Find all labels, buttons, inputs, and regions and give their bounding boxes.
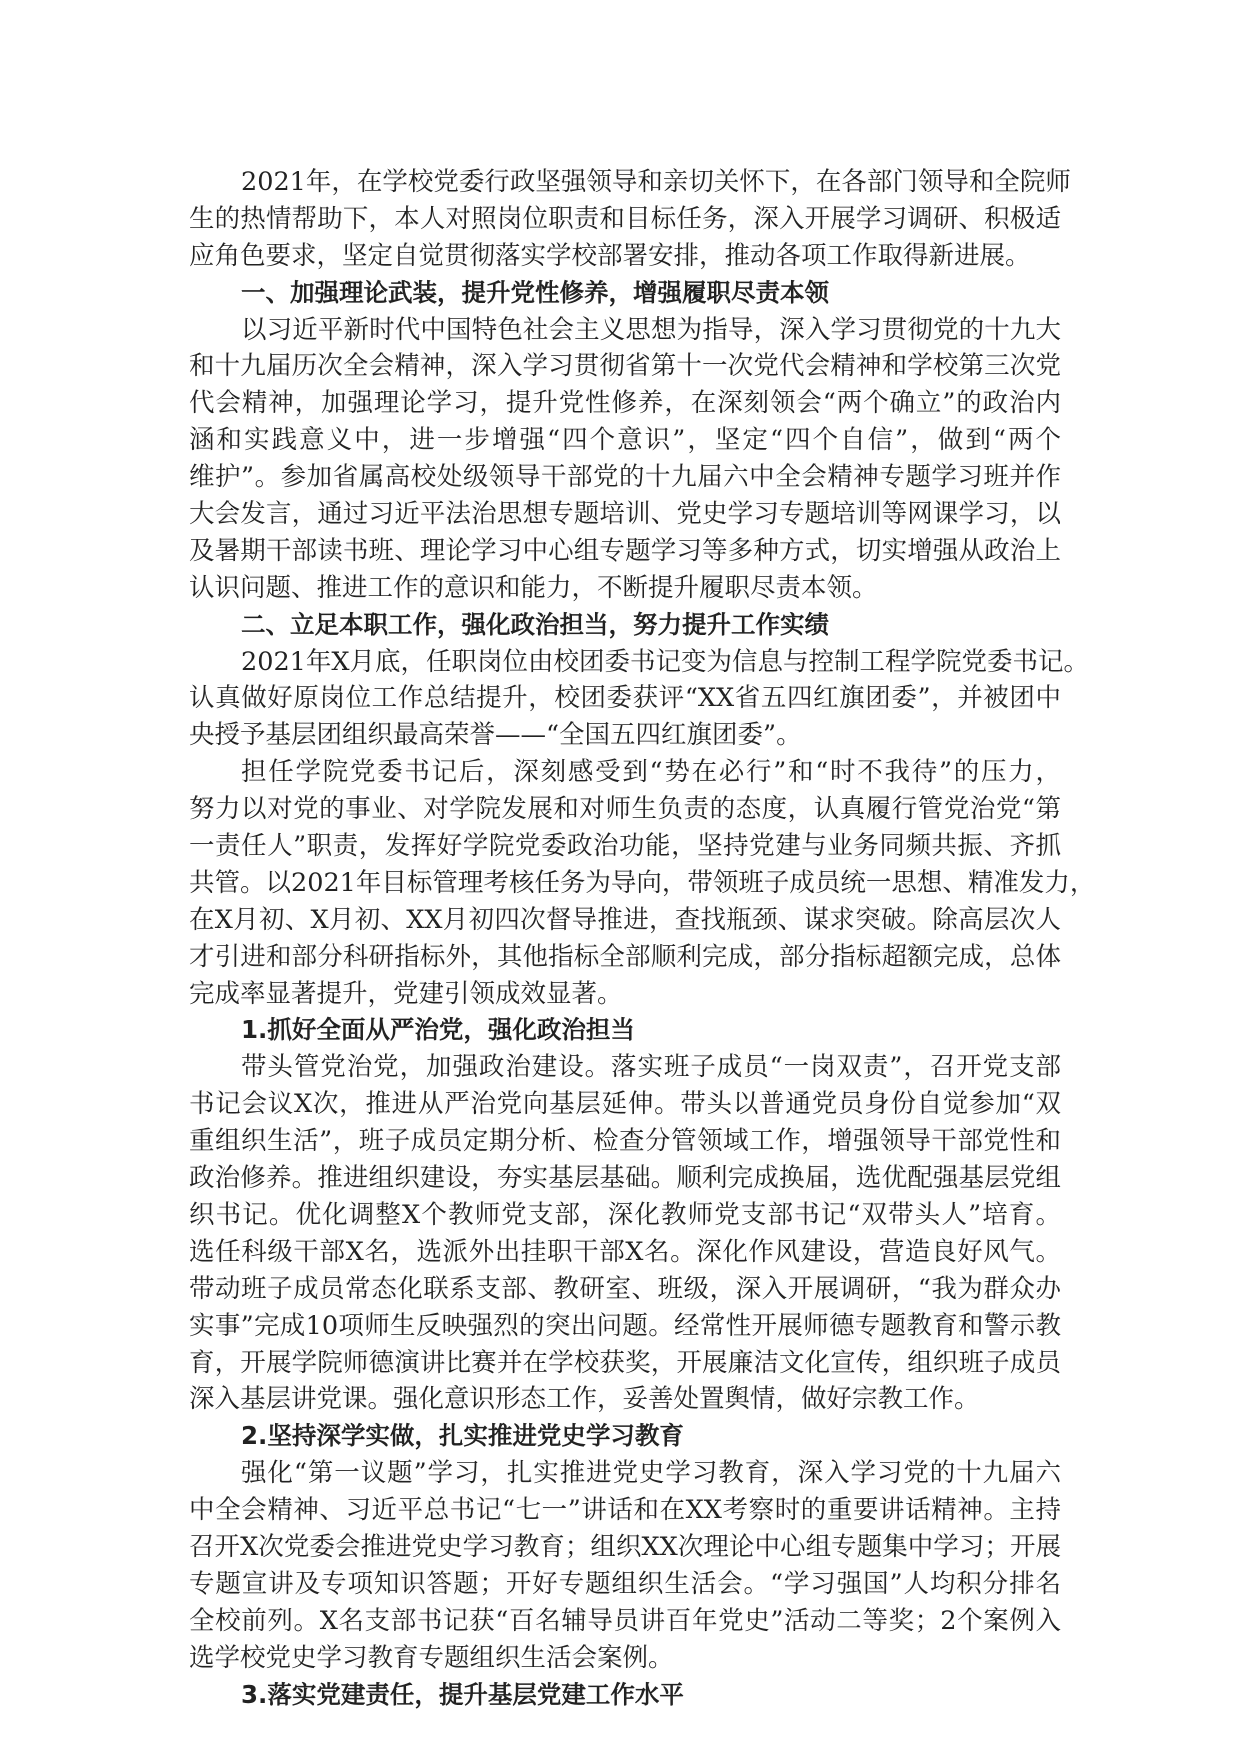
section-heading (189, 1677, 1061, 1714)
text-line: 一责任人”职责，发挥好学院党委政治功能，坚持党建与业务同频共振、齐抓 (189, 831, 1061, 862)
text-line: 全校前列。X名支部书记获“百名辅导员讲百年党史”活动二等奖；2个案例入 (189, 1605, 1061, 1636)
text-line: 深入基层讲党课。强化意识形态工作，妥善处置舆情，做好宗教工作。 (189, 1384, 980, 1415)
text-line: 央授予基层团组织最高荣誉——“全国五四红旗团委”。 (189, 720, 802, 751)
paragraph (189, 754, 1096, 1012)
text-line: 认真做好原岗位工作总结提升，校团委获评“XX省五四红旗团委”，并被团中 (189, 683, 1061, 714)
text-line: 应角色要求，坚定自觉贯彻落实学校部署安排，推动各项工作取得新进展。 (189, 240, 1031, 271)
text-line: 选学校党史学习教育专题组织生活会案例。 (189, 1642, 674, 1673)
section-heading (189, 1012, 1061, 1049)
text-line: 完成率显著提升，党建引领成效显著。 (189, 978, 623, 1009)
text-line: 2021年，在学校党委行政坚强领导和亲切关怀下，在各部门领导和全院师 (241, 167, 1071, 197)
text-line: 担任学院党委书记后，深刻感受到“势在必行”和“时不我待”的压力， (241, 757, 1061, 788)
heading-text: 2.坚持深学实做，扎实推进党史学习教育 (241, 1421, 684, 1451)
section-heading (189, 1418, 1061, 1455)
text-line: 织书记。优化调整X个教师党支部，深化教师党支部书记“双带头人”培育。 (189, 1199, 1061, 1230)
text-line: 维护”。参加省属高校处级领导干部党的十九届六中全会精神专题学习班并作 (189, 462, 1061, 493)
text-line: 选任科级干部X名，选派外出挂职干部X名。深化作风建设，营造良好风气。 (189, 1236, 1061, 1267)
text-line: 努力以对党的事业、对学院发展和对师生负责的态度，认真履行管党治党“第 (189, 794, 1061, 825)
text-line: 认识问题、推进工作的意识和能力，不断提升履职尽责本领。 (189, 572, 878, 603)
text-line: 生的热情帮助下，本人对照岗位职责和目标任务，深入开展学习调研、积极适 (189, 203, 1061, 234)
text-line: 专题宣讲及专项知识答题；开好专题组织生活会。“学习强国”人均积分排名 (189, 1568, 1061, 1599)
text-line: 带头管党治党，加强政治建设。落实班子成员“一岗双责”，召开党支部 (241, 1052, 1061, 1083)
paragraph (189, 1049, 1061, 1418)
text-line: 书记会议X次，推进从严治党向基层延伸。带头以普通党员身份自觉参加“双 (189, 1089, 1061, 1120)
heading-text: 3.落实党建责任，提升基层党建工作水平 (241, 1679, 684, 1709)
text-line: 代会精神，加强理论学习，提升党性修养，在深刻领会“两个确立”的政治内 (189, 388, 1061, 419)
text-line: 大会发言，通过习近平法治思想专题培训、党史学习专题培训等网课学习，以 (189, 499, 1061, 530)
text-line: 才引进和部分科研指标外，其他指标全部顺利完成，部分指标超额完成，总体 (189, 941, 1061, 972)
text-line: 及暑期干部读书班、理论学习中心组专题学习等多种方式，切实增强从政治上 (189, 535, 1061, 566)
text-line: 实事”完成10项师生反映强烈的突出问题。经常性开展师德专题教育和警示教 (189, 1310, 1061, 1341)
text-line: 重组织生活”，班子成员定期分析、检查分管领域工作，增强领导干部党性和 (189, 1126, 1061, 1157)
document-body (189, 164, 1096, 1713)
text-line: 在X月初、X月初、XX月初四次督导推进，查找瓶颈、谋求突破。除高层次人 (189, 904, 1061, 935)
paragraph (189, 1455, 1061, 1676)
text-line: 召开X次党委会推进党史学习教育；组织XX次理论中心组专题集中学习；开展 (189, 1531, 1061, 1562)
heading-text: 二、立足本职工作，强化政治担当，努力提升工作实绩 (241, 609, 829, 639)
paragraph (189, 644, 1090, 755)
text-line: 和十九届历次全会精神，深入学习贯彻省第十一次党代会精神和学校第三次党 (189, 351, 1061, 382)
heading-text: 1.抓好全面从严治党，强化政治担当 (241, 1015, 635, 1045)
text-line: 共管。以2021年目标管理考核任务为导向，带领班子成员统一思想、精准发力， (189, 867, 1096, 898)
text-line: 中全会精神、习近平总书记“七一”讲话和在XX考察时的重要讲话精神。主持 (189, 1495, 1061, 1526)
section-heading (189, 607, 1061, 644)
heading-text: 一、加强理论武装，提升党性修养，增强履职尽责本领 (241, 277, 829, 307)
text-line: 涵和实践意义中，进一步增强“四个意识”，坚定“四个自信”，做到“两个 (189, 425, 1061, 456)
text-line: 强化“第一议题”学习，扎实推进党史学习教育，深入学习党的十九届六 (241, 1458, 1061, 1489)
text-line: 政治修养。推进组织建设，夯实基层基础。顺利完成换届，选优配强基层党组 (189, 1163, 1061, 1194)
text-line: 以习近平新时代中国特色社会主义思想为指导，深入学习贯彻党的十九大 (241, 314, 1061, 345)
paragraph (189, 312, 1061, 607)
section-heading (189, 275, 1061, 312)
text-line: 2021年X月底，任职岗位由校团委书记变为信息与控制工程学院党委书记。 (241, 646, 1090, 677)
text-line: 育，开展学院师德演讲比赛并在学校获奖，开展廉洁文化宣传，组织班子成员 (189, 1347, 1061, 1378)
paragraph (189, 164, 1071, 275)
text-line: 带动班子成员常态化联系支部、教研室、班级，深入开展调研，“我为群众办 (189, 1273, 1061, 1304)
